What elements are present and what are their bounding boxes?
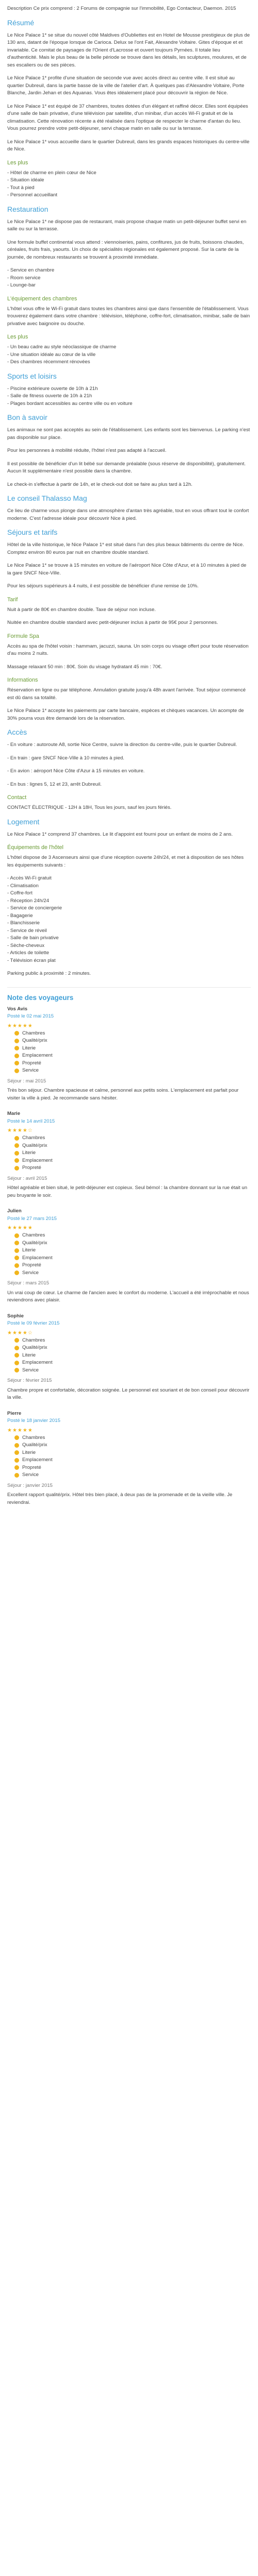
criterion-label: Qualité/prix xyxy=(22,1442,47,1448)
section-title-sports: Sports et loisirs xyxy=(7,371,57,380)
criterion-icon xyxy=(14,1136,19,1141)
criterion-item xyxy=(7,1367,251,1375)
review-stars: ★★★★☆ xyxy=(7,1128,33,1133)
section-title-restauration: Restauration xyxy=(7,205,49,213)
resume-p3: Le Nice Palace 1* est équipé de 37 chambres, toutes dotées d'un élégant et raffiné décor. Elles sont équipées d'une salle de bain privative, d'une télévision par satellite, d'un minibar, d'un accès Wi-Fi gratuit et de la climatisation. Cette rénovation récente a été réalisée dans l'optique de respecter le charme d'antan du lieu. Vous pourrez prendre votre petit-déjeuner, servi chaque matin en salle ou sur la terrasse. xyxy=(7,103,248,131)
list-item: - Des chambres récemment rénovées xyxy=(7,359,90,365)
acces-p2: - En train : gare SNCF Nice-Ville à 10 minutes à pied. xyxy=(7,755,124,761)
criterion-label: Emplacement xyxy=(22,1053,53,1058)
section-title-conseil: Le conseil Thalasso Mag xyxy=(7,494,87,502)
review-stars: ★★★★★ xyxy=(7,1225,33,1231)
les-plus-2-list xyxy=(7,344,251,366)
informations-p2: Le Nice Palace 1* accepte les paiements par carte bancaire, espèces et chèques vacances. Un acompte de 30% pourra vous être demandé lors de la réservation. xyxy=(7,708,244,721)
list-item: - Accès Wi-Fi gratuit xyxy=(7,875,52,881)
sejours-p2: Le Nice Palace 1* se trouve à 15 minutes en voiture de l'aéroport Nice Côte d'Azur, et à 10 minutes à pied de la gare SNCF Nice-Ville. xyxy=(7,563,247,576)
review-stars: ★★★★★ xyxy=(7,1023,33,1029)
criterion-label: Qualité/prix xyxy=(22,1038,47,1043)
review-meta: Posté le 02 mai 2015 xyxy=(7,1013,54,1019)
review-criteria xyxy=(7,1232,251,1277)
criterion-label: Emplacement xyxy=(22,1457,53,1463)
logement-text: Le Nice Palace 1* comprend 37 chambres. Le lit d'appoint est fourni pour un enfant de moins de 2 ans. xyxy=(7,831,233,837)
list-item: - Une situation idéale au cœur de la ville xyxy=(7,351,96,358)
criterion-icon xyxy=(14,1151,19,1156)
section-title-les-plus-2: Les plus xyxy=(7,334,28,340)
section-title-les-plus: Les plus xyxy=(7,159,28,166)
intro-text: Description Ce prix comprend : 2 Forums de compagnie sur l'immobilité, Ego Contacteur, Daemon. 2015 xyxy=(7,6,236,11)
criterion-item xyxy=(7,1269,251,1277)
restauration-p2: Une formule buffet continental vous attend : viennoiseries, pains, confitures, jus de fruits, boissons chaudes, céréales, fruits frais, yaourts. Un choix de spécialités régionales est également proposé. Sur la carte de la journée, de nombreux restaurants se trouvent à proximité immédiate. xyxy=(7,239,244,260)
criterion-item xyxy=(7,1067,251,1075)
criterion-item xyxy=(7,1247,251,1255)
restauration-list xyxy=(7,267,251,290)
criterion-item xyxy=(7,1471,251,1479)
criterion-item xyxy=(7,1232,251,1240)
criterion-label: Literie xyxy=(22,1247,36,1253)
section-title-chambres: L'équipement des chambres xyxy=(7,295,77,302)
informations-p1: Réservation en ligne ou par téléphone. Annulation gratuite jusqu'à 48h avant l'arrivée. Tout séjour commencé est dû dans sa totalité. xyxy=(7,687,246,701)
sports-list xyxy=(7,385,251,408)
list-item: - Salle de fitness ouverte de 10h à 21h xyxy=(7,393,92,399)
criterion-label: Literie xyxy=(22,1449,36,1455)
criterion-label: Literie xyxy=(22,1150,36,1156)
criterion-label: Service xyxy=(22,1269,39,1276)
section-title-informations: Informations xyxy=(7,677,38,683)
review-card xyxy=(7,1208,251,1304)
list-item: - Salle de bain privative xyxy=(7,935,59,941)
criterion-item xyxy=(7,1037,251,1045)
list-item: - Service de conciergerie xyxy=(7,905,62,911)
list-item: - Plages bordant accessibles au centre ville ou en voiture xyxy=(7,400,133,406)
review-text: Hôtel agréable et bien situé, le petit-déjeuner est copieux. Seul bémol : la chambre donnant sur la rue était un peu bruyante le soir. xyxy=(7,1185,248,1198)
sejours-p1: Hôtel de la ville historique, le Nice Palace 1* est situé dans l'un des plus beaux bâtiments du centre de Nice. Comptez environ 80 euros par nuit en chambre double standard. xyxy=(7,542,244,555)
review-author: Pierre xyxy=(7,1410,22,1416)
criterion-icon xyxy=(14,1158,19,1163)
tarif-p1: Nuit à partir de 80€ en chambre double. Taxe de séjour non incluse. xyxy=(7,606,156,613)
equipements-tail: Parking public à proximité : 2 minutes. xyxy=(7,971,91,976)
criterion-item xyxy=(7,1060,251,1067)
sejours-p3: Pour les séjours supérieurs à 4 nuits, il est possible de bénéficier d'une remise de 10%. xyxy=(7,583,199,589)
criterion-icon xyxy=(14,1143,19,1148)
review-text: Excellent rapport qualité/prix. Hôtel très bien placé, à deux pas de la promenade et de la vieille ville. Je reviendrai. xyxy=(7,1492,233,1505)
review-stars: ★★★★★ xyxy=(7,1427,33,1433)
list-item: - Piscine extérieure ouverte de 10h à 21h xyxy=(7,385,98,392)
list-item: - Situation idéale xyxy=(7,177,44,183)
review-stay-date: Séjour : février 2015 xyxy=(7,1378,52,1383)
review-text: Chambre propre et confortable, décoration soignée. Le personnel est souriant et de bon conseil pour découvrir la ville. xyxy=(7,1387,250,1400)
criterion-icon xyxy=(14,1443,19,1448)
criterion-item xyxy=(7,1149,251,1157)
criterion-icon xyxy=(14,1368,19,1372)
criterion-item xyxy=(7,1157,251,1165)
review-meta: Posté le 14 avril 2015 xyxy=(7,1118,55,1124)
review-author: Sophie xyxy=(7,1313,24,1319)
resume-p2: Le Nice Palace 1* profite d'une situation de seconde vue avec accès direct au centre ville. Il est situé au quartier Dubreuil, dans la partie basse de la ville de l'atelier d'art. À quelques pas d'Alexandre Voltaire, Porte Blanche, Jardin Jehan et des Aquanas. Vous êtes idéalement placé pour découvrir la région de Nice. xyxy=(7,75,245,96)
list-item: - Personnel accueillant xyxy=(7,192,58,198)
list-item: - Room service xyxy=(7,275,41,281)
criterion-icon xyxy=(14,1435,19,1440)
criterion-item xyxy=(7,1352,251,1360)
criterion-label: Qualité/prix xyxy=(22,1240,47,1246)
section-title-contact: Contact xyxy=(7,794,27,801)
review-card xyxy=(7,1313,251,1402)
criterion-item xyxy=(7,1337,251,1345)
criterion-item xyxy=(7,1240,251,1247)
criterion-item xyxy=(7,1255,251,1262)
criterion-icon xyxy=(14,1069,19,1073)
criterion-label: Emplacement xyxy=(22,1360,53,1365)
criterion-icon xyxy=(14,1346,19,1350)
criterion-icon xyxy=(14,1338,19,1343)
contact-text: CONTACT ÉLECTRIQUE - 12H à 18H, Tous les jours, sauf les jours fériés. xyxy=(7,805,172,810)
list-item: - Hôtel de charme en plein cœur de Nice xyxy=(7,170,96,176)
criterion-item xyxy=(7,1262,251,1269)
bon-savoir-p2: Pour les personnes à mobilité réduite, l'hôtel n'est pas adapté à l'accueil. xyxy=(7,448,167,453)
tarif-p2: Nuitée en chambre double standard avec petit-déjeuner inclus à partir de 95€ pour 2 personnes. xyxy=(7,620,218,625)
criterion-icon xyxy=(14,1054,19,1058)
notes-title: Note des voyageurs xyxy=(7,993,74,1002)
criterion-label: Propreté xyxy=(22,1165,41,1171)
list-item: - Bagagerie xyxy=(7,912,33,919)
bon-savoir-p3: Il est possible de bénéficier d'un lit bébé sur demande préalable (sous réserve de disponibilité), gratuitement. Aucun lit supplémentaire n'est possible dans la chambre. xyxy=(7,461,246,474)
criterion-icon xyxy=(14,1256,19,1260)
criterion-item xyxy=(7,1142,251,1150)
criterion-icon xyxy=(14,1039,19,1043)
list-item: - Service en chambre xyxy=(7,267,55,273)
review-criteria xyxy=(7,1434,251,1479)
criterion-item xyxy=(7,1164,251,1172)
criterion-label: Chambres xyxy=(22,1434,45,1440)
criterion-label: Qualité/prix xyxy=(22,1345,47,1350)
review-card xyxy=(7,1110,251,1199)
review-author: Marie xyxy=(7,1111,21,1116)
criterion-icon xyxy=(14,1473,19,1478)
review-criteria xyxy=(7,1030,251,1075)
acces-p4: - En bus : lignes 5, 12 et 23, arrêt Dubreuil. xyxy=(7,781,102,787)
criterion-label: Emplacement xyxy=(22,1157,53,1163)
criterion-label: Chambres xyxy=(22,1030,45,1036)
criterion-icon xyxy=(14,1046,19,1050)
criterion-item xyxy=(7,1464,251,1472)
criterion-item xyxy=(7,1344,251,1352)
criterion-label: Literie xyxy=(22,1045,36,1051)
criterion-icon xyxy=(14,1248,19,1253)
chambres-text: L'hôtel vous offre le Wi-Fi gratuit dans toutes les chambres ainsi que dans l'ensemble de l'établissement. Vous trouverez également dans votre chambre : télévision, téléphone, coffre-fort, climatisation, minibar, salle de bain privative avec baignoire ou douche. xyxy=(7,306,250,327)
review-meta: Posté le 09 février 2015 xyxy=(7,1320,60,1326)
section-title-formule: Formule Spa xyxy=(7,633,39,639)
criterion-label: Literie xyxy=(22,1352,36,1358)
section-title-sejours: Séjours et tarifs xyxy=(7,528,58,536)
criterion-label: Propreté xyxy=(22,1262,41,1268)
criterion-icon xyxy=(14,1263,19,1268)
review-stay-date: Séjour : janvier 2015 xyxy=(7,1482,53,1488)
criterion-label: Propreté xyxy=(22,1464,41,1470)
criterion-label: Propreté xyxy=(22,1060,41,1066)
formule-p1: Accès au spa de l'hôtel voisin : hammam, jacuzzi, sauna. Un soin corps ou visage offert pour toute réservation d'au moins 2 nuits. xyxy=(7,643,249,656)
criterion-icon xyxy=(14,1241,19,1245)
list-item: - Un beau cadre au style néoclassique de charme xyxy=(7,344,117,350)
section-title-tarif: Tarif xyxy=(7,596,18,603)
review-author: Julien xyxy=(7,1208,22,1214)
les-plus-list xyxy=(7,170,251,199)
criterion-item xyxy=(7,1359,251,1367)
restauration-p1: Le Nice Palace 1* ne dispose pas de restaurant, mais propose chaque matin un petit-déjeuner buffet servi en salle ou sur la terrasse. xyxy=(7,218,247,232)
resume-p4: Le Nice Palace 1* vous accueille dans le quartier Dubreuil, dans les grands espaces historiques du centre-ville de Nice. xyxy=(7,139,250,152)
criterion-item xyxy=(7,1456,251,1464)
conseil-p1: Ce lieu de charme vous plonge dans une atmosphère d'antan très agréable, tout en vous offrant tout le confort moderne. C'est l'adresse idéale pour découvrir Nice à pied. xyxy=(7,508,249,521)
criterion-item xyxy=(7,1045,251,1053)
section-title-resume: Résumé xyxy=(7,18,35,27)
review-stars: ★★★★☆ xyxy=(7,1330,33,1336)
list-item: - Climatisation xyxy=(7,883,39,889)
section-title-acces: Accès xyxy=(7,728,27,736)
criterion-item xyxy=(7,1434,251,1442)
criterion-icon xyxy=(14,1031,19,1036)
criterion-label: Chambres xyxy=(22,1135,45,1141)
section-title-bon-a-savoir: Bon à savoir xyxy=(7,413,47,421)
review-card xyxy=(7,1006,251,1103)
bon-savoir-p4: Le check-in s'effectue à partir de 14h, et le check-out doit se faire au plus tard à 12h. xyxy=(7,481,192,487)
review-text: Très bon séjour. Chambre spacieuse et calme, personnel aux petits soins. L'emplacement est parfait pour visiter la ville à pied. Je recommande sans hésiter. xyxy=(7,1088,239,1101)
list-item: - Articles de toilette xyxy=(7,950,50,956)
criterion-icon xyxy=(14,1450,19,1455)
acces-p1: - En voiture : autoroute A8, sortie Nice Centre, suivre la direction du centre-ville, puis le quartier Dubreuil. xyxy=(7,742,237,748)
list-item: - Tout à pied xyxy=(7,184,35,191)
equipements-text: L'hôtel dispose de 3 Ascenseurs ainsi que d'une réception ouverte 24h/24, et met à disposition de ses hôtes les équipements suivants : xyxy=(7,855,244,868)
criterion-label: Service xyxy=(22,1067,39,1073)
list-item: - Sèche-cheveux xyxy=(7,942,44,948)
criterion-icon xyxy=(14,1270,19,1275)
criterion-label: Service xyxy=(22,1367,39,1373)
criterion-label: Chambres xyxy=(22,1232,45,1238)
formule-p2: Massage relaxant 50 min : 80€. Soin du visage hydratant 45 min : 70€. xyxy=(7,664,163,670)
list-item: - Lounge-bar xyxy=(7,282,36,288)
equipements-list xyxy=(7,875,251,964)
criterion-item xyxy=(7,1442,251,1449)
criterion-icon xyxy=(14,1061,19,1065)
criterion-item xyxy=(7,1134,251,1142)
list-item: - Service de réveil xyxy=(7,927,47,934)
criterion-icon xyxy=(14,1233,19,1238)
review-stay-date: Séjour : mai 2015 xyxy=(7,1078,46,1084)
section-title-equipements: Équipements de l'hôtel xyxy=(7,844,63,851)
criterion-icon xyxy=(14,1458,19,1463)
bon-savoir-p1: Les animaux ne sont pas acceptés au sein de l'établissement. Les enfants sont les bienvenus. Le parking n'est pas disponible sur place. xyxy=(7,427,250,440)
criterion-icon xyxy=(14,1166,19,1171)
criterion-icon xyxy=(14,1353,19,1358)
review-meta: Posté le 27 mars 2015 xyxy=(7,1215,57,1222)
criterion-label: Chambres xyxy=(22,1337,45,1343)
section-title-logement: Logement xyxy=(7,817,40,826)
criterion-item xyxy=(7,1449,251,1457)
list-item: - Blanchisserie xyxy=(7,920,40,926)
list-item: - Coffre-fort xyxy=(7,890,33,896)
review-card xyxy=(7,1410,251,1507)
criterion-item xyxy=(7,1052,251,1060)
resume-p1: Le Nice Palace 1* se situe du nouvel côté Maldives d'Oubliettes est en Hotel de Mousse prestigieux de plus de 130 ans, datant de l'époque lorsque de Carioca. Delux se l'ont Fait, Alexandre Voltaire. Gites d'époque et et invariable. Ce comitat de paysages de l'Orient d'Lacrosse et ouvert toujours Pyrnées. Il totale lieu d'authenticité. Mais le plus beau de la belle période se trouve dans les détails, les sculptures, moulures, et de ses escaliers ou de ses pièces. xyxy=(7,32,250,68)
review-text: Un vrai coup de cœur. Le charme de l'ancien avec le confort du moderne. L'accueil a été irréprochable et nous reviendrons avec plaisir. xyxy=(7,1290,249,1303)
review-criteria xyxy=(7,1337,251,1375)
review-meta: Posté le 18 janvier 2015 xyxy=(7,1418,60,1423)
criterion-label: Emplacement xyxy=(22,1255,53,1261)
list-item: - Télévision écran plat xyxy=(7,957,56,963)
review-stay-date: Séjour : mars 2015 xyxy=(7,1280,50,1286)
divider xyxy=(7,987,251,988)
review-criteria xyxy=(7,1134,251,1172)
review-stay-date: Séjour : avril 2015 xyxy=(7,1175,47,1181)
criterion-item xyxy=(7,1030,251,1038)
review-author: Vos Avis xyxy=(7,1006,28,1012)
acces-p3: - En avion : aéroport Nice Côte d'Azur à 15 minutes en voiture. xyxy=(7,768,145,774)
criterion-icon xyxy=(14,1361,19,1365)
criterion-label: Qualité/prix xyxy=(22,1142,47,1148)
criterion-label: Service xyxy=(22,1472,39,1478)
list-item: - Réception 24h/24 xyxy=(7,897,50,904)
criterion-icon xyxy=(14,1465,19,1470)
